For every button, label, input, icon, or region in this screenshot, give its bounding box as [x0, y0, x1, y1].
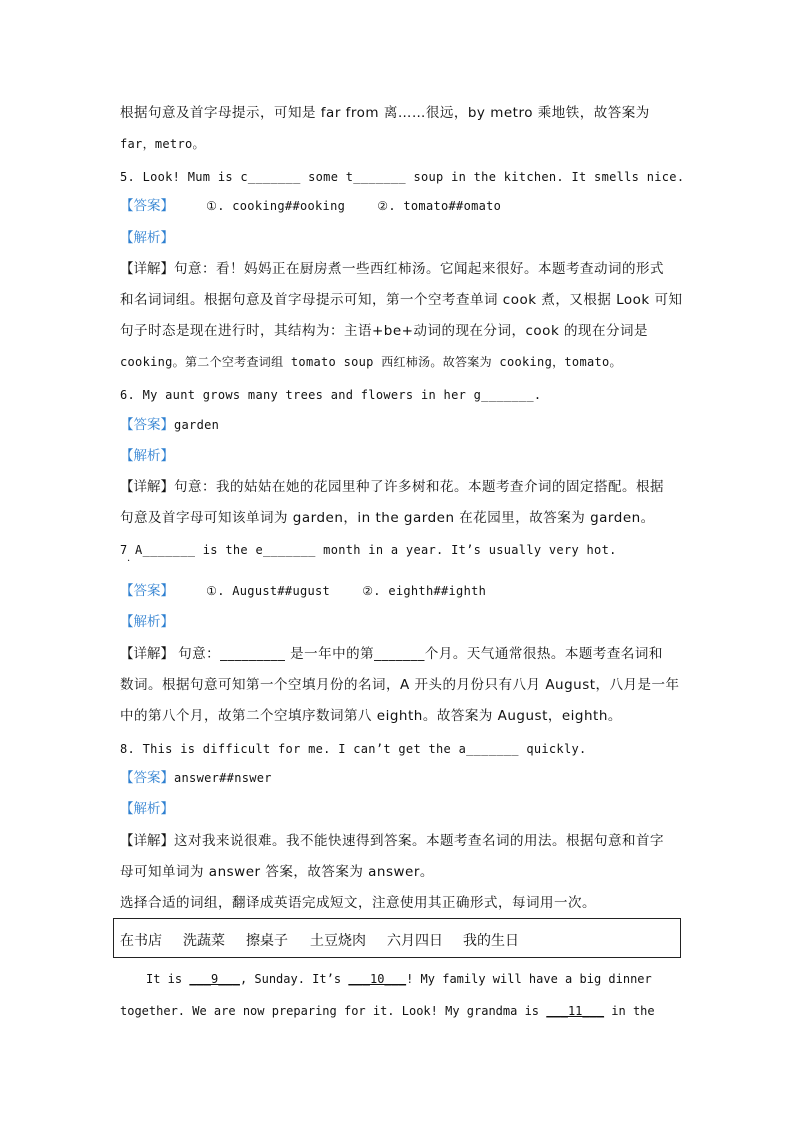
- passage-text: , Sunday. It’s: [239, 972, 349, 986]
- answer-row-8: [120, 769, 272, 788]
- analysis-label-8: [120, 800, 174, 819]
- detail-label: 【详解】: [120, 261, 174, 277]
- word-box: [113, 918, 681, 958]
- answer-row-5: [120, 197, 501, 216]
- passage-text: It is: [146, 972, 190, 986]
- detail-7-line1: [120, 645, 663, 664]
- analysis-label-6: [120, 447, 174, 466]
- detail-7-line3: 中的第八个月，故第二个空填序数词第八 eighth。故答案为 August，eighth。: [120, 708, 622, 724]
- section-instruction: 选择合适的词组，翻译成英语完成短文，注意使用其正确形式，每词用一次。: [120, 895, 596, 911]
- detail-text: 句意：我的姑姑在她的花园里种了许多树和花。本题考查介词的固定搭配。根据: [174, 479, 664, 495]
- analysis-label: 【解析】: [120, 801, 174, 817]
- word-box-item: 擦桌子: [246, 933, 288, 949]
- detail-5-line2: 和名词词组。根据句意及首字母提示可知，第一个空考查单词 cook 煮，又根据 Look 可知: [120, 292, 683, 308]
- detail-6-line1: [120, 478, 664, 497]
- passage-text: in the: [604, 1004, 655, 1018]
- question-8: 8. This is difficult for me. I can’t get the a_______ quickly.: [120, 742, 587, 756]
- answer-row-7: [120, 582, 486, 601]
- word-box-item: 土豆烧肉: [310, 933, 366, 949]
- answer-8: answer##nswer: [174, 771, 272, 785]
- answer-label: 【答案】: [120, 198, 174, 214]
- detail-label: 【详解】: [120, 833, 174, 849]
- detail-text: 句意：_________ 是一年中的第_______个月。天气通常很热。本题考查名词和: [178, 646, 663, 662]
- answer-5-2: ②. tomato##omato: [377, 199, 502, 213]
- answer-label: 【答案】: [120, 770, 174, 786]
- answer-6: garden: [174, 418, 220, 432]
- text-line: 根据句意及首字母提示，可知是 far from 离……很远，by metro 乘地铁，故答案为: [120, 105, 650, 121]
- detail-label: 【详解】: [120, 479, 174, 495]
- answer-label: 【答案】: [120, 417, 174, 433]
- blank-10: ___10___: [348, 972, 407, 986]
- analysis-label: 【解析】: [120, 448, 174, 464]
- detail-5-line4: cooking。第二个空考查词组 tomato soup 西红柿汤。故答案为 cooking，tomato。: [120, 355, 622, 369]
- detail-5-line3: 句子时态是现在进行时，其结构为：主语+be+动词的现在分词，cook 的现在分词是: [120, 323, 649, 339]
- detail-7-line2: 数词。根据句意可知第一个空填月份的名词，A 开头的月份只有八月 August，八月是一年: [120, 677, 680, 693]
- word-box-item: 在书店: [120, 933, 162, 949]
- answer-row-6: [120, 416, 219, 435]
- answer-label: 【答案】: [120, 583, 174, 599]
- word-box-item: 六月四日: [387, 933, 443, 949]
- analysis-label-7: [120, 613, 174, 632]
- answer-7-2: ②. eighth##ighth: [362, 584, 487, 598]
- detail-label: 【详解】: [120, 646, 174, 662]
- answer-5-1: ①. cooking##ooking: [206, 199, 346, 213]
- question-7: 7 A_______ is the e_______ month in a year. It’s usually very hot.: [120, 543, 617, 557]
- question-5: 5. Look! Mum is c_______ some t_______ soup in the kitchen. It smells nice.: [120, 170, 685, 184]
- blank-11: ___11___: [546, 1004, 605, 1018]
- passage-text: together. We are now preparing for it. Look! My grandma is: [120, 1004, 547, 1018]
- word-box-item: 洗蔬菜: [183, 933, 225, 949]
- passage-text: ! My family will have a big dinner: [406, 972, 652, 986]
- detail-6-line2: 句意及首字母可知该单词为 garden，in the garden 在花园里，故答案为 garden。: [120, 510, 655, 526]
- detail-8-line1: [120, 832, 664, 851]
- text-line: far，metro。: [120, 137, 205, 151]
- detail-8-line2: 母可知单词为 answer 答案，故答案为 answer。: [120, 864, 434, 880]
- detail-5-line1: [120, 260, 664, 279]
- stray-dot: ·: [127, 556, 131, 567]
- passage-line1: [146, 970, 674, 988]
- question-6: 6. My aunt grows many trees and flowers in her g_______.: [120, 388, 542, 402]
- detail-text: 这对我来说很难。我不能快速得到答案。本题考查名词的用法。根据句意和首字: [174, 833, 664, 849]
- analysis-label: 【解析】: [120, 230, 174, 246]
- blank-9: ___9___: [189, 972, 240, 986]
- analysis-label: 【解析】: [120, 614, 174, 630]
- analysis-label-5: [120, 229, 174, 248]
- answer-7-1: ①. August##ugust: [206, 584, 331, 598]
- passage-line2: [120, 1002, 674, 1020]
- detail-text: 句意：看！妈妈正在厨房煮一些西红柿汤。它闻起来很好。本题考查动词的形式: [174, 261, 664, 277]
- word-box-item: 我的生日: [463, 933, 519, 949]
